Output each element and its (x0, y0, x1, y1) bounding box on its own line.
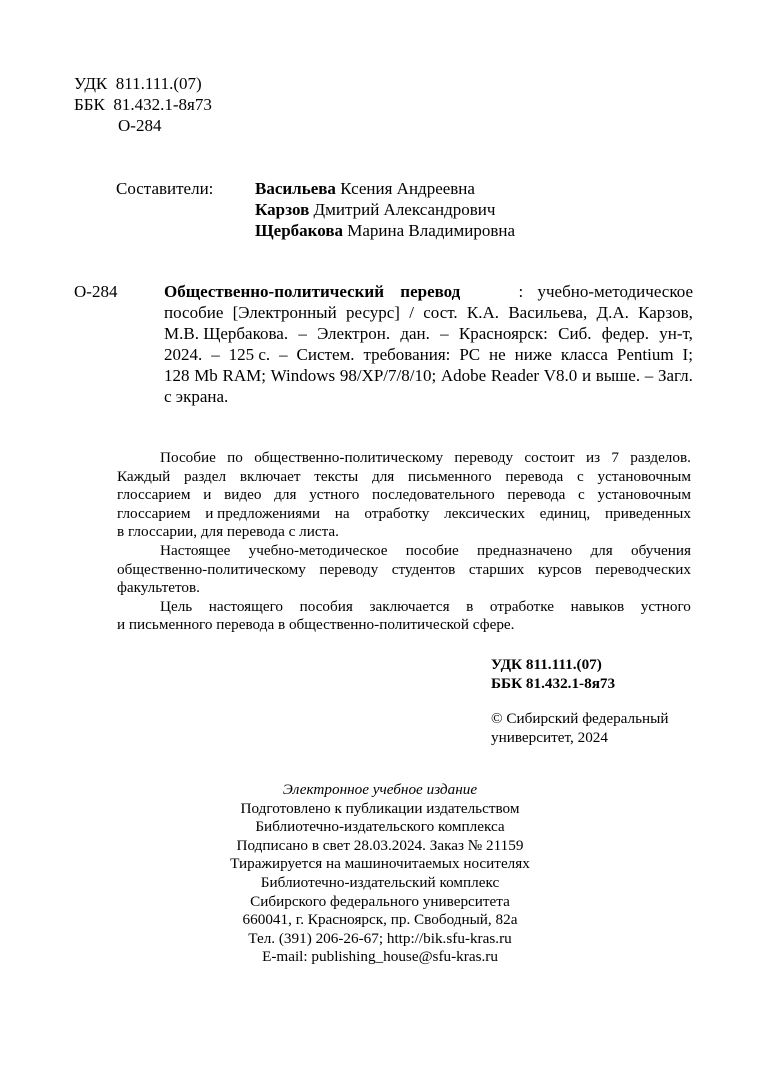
word: заключается (369, 597, 450, 615)
word: / (409, 303, 414, 322)
word: не (489, 345, 506, 364)
author-mark: О-284 (118, 116, 162, 135)
word: Д.А. (596, 303, 629, 322)
imprint (180, 781, 580, 967)
word: Pentium (616, 345, 674, 364)
word: 98/XP/7/8/10; (339, 366, 437, 385)
word: Загл. (657, 366, 693, 385)
word: из (585, 449, 601, 466)
word: навыков (570, 597, 625, 615)
word: перевода (507, 486, 566, 504)
word: глоссарием (117, 504, 191, 522)
word: [Электронный (232, 303, 337, 322)
word: Reader (490, 366, 540, 385)
word: последовательного (372, 486, 495, 504)
annotation-paragraph-3 (117, 598, 691, 617)
word: лексических (444, 504, 525, 522)
word: ниже (514, 345, 552, 364)
word: Электрон. (317, 324, 391, 343)
compiler-name: Ксения Андреевна (335, 179, 475, 198)
annotation-line (117, 505, 691, 524)
word: единиц, (539, 504, 591, 522)
word: глоссарием (117, 486, 191, 504)
biblio-line-2 (164, 302, 693, 323)
annotation-line (117, 449, 691, 468)
word: и (203, 486, 212, 504)
classification-codes (74, 73, 274, 136)
edition-type: Электронное учебное издание (282, 781, 478, 798)
word: Пособие (160, 449, 216, 466)
udk-code-bottom: УДК 811.111.(07) (491, 656, 602, 673)
word: приведенных (604, 504, 691, 522)
word: устного (309, 486, 360, 504)
word: Adobe (440, 366, 487, 385)
imprint-line: Подписано в свет 28.03.2024. Заказ № 21159 (236, 836, 524, 854)
word: Систем. (296, 345, 355, 364)
biblio-line-6: с экрана. (164, 387, 229, 406)
word: RAM; (222, 366, 266, 385)
imprint-line: Библиотечно-издательского комплекса (255, 818, 505, 836)
word: отработке (489, 597, 554, 615)
word: выше. (595, 366, 641, 385)
compilers-label: Составители: (116, 179, 214, 198)
word: Цель (160, 597, 193, 615)
imprint-line: Библиотечно-издательский комплекс (260, 873, 500, 891)
word: – (211, 345, 220, 364)
annotation-line (117, 542, 691, 561)
book-subtitle: : учебно-методическое (518, 282, 693, 301)
word: – (279, 345, 288, 364)
word: на (334, 504, 350, 522)
biblio-author-mark: О-284 (74, 282, 118, 301)
word: и (581, 366, 592, 385)
annotation-line (117, 598, 691, 617)
annotation-paragraph-1-last: в глоссарии, для перевода с листа. (117, 523, 339, 541)
compiler-2 (255, 199, 515, 220)
word: обучения (630, 541, 691, 559)
word: Каждый (117, 467, 171, 485)
bbk-code-bottom: ББК 81.432.1-8я73 (491, 674, 616, 692)
word: переводу (454, 449, 514, 466)
word: 7 (611, 449, 619, 466)
word: учебно-методическое (248, 541, 388, 559)
word: переводческих (595, 560, 691, 578)
annotation-paragraph-3-last: и письменного перевода в общественно-политической сфере. (117, 616, 515, 634)
annotation-paragraph-1 (117, 449, 691, 523)
bbk-code: ББК 81.432.1-8я73 (74, 95, 212, 114)
word: Васильева, (508, 303, 588, 322)
imprint-line: Подготовлено к публикации издательством (240, 799, 520, 817)
word: общественно-политическому (254, 449, 444, 466)
word: 125 с. (228, 345, 271, 364)
word: установочным (597, 467, 691, 485)
word: Mb (194, 366, 218, 385)
word: перевода (505, 467, 564, 485)
word: с (577, 467, 584, 485)
word: I; (682, 345, 693, 364)
annotation-paragraph-2-last: факультетов. (117, 579, 200, 597)
biblio-description (164, 281, 693, 407)
annotation-line (117, 486, 691, 505)
word: требования: (363, 345, 451, 364)
word: К.А. (466, 303, 500, 322)
word: Windows (270, 366, 336, 385)
word: установочным (597, 486, 691, 504)
compiler-surname: Васильева (255, 179, 336, 198)
word: М.В. Щербакова. (164, 324, 289, 343)
word: для (274, 486, 297, 504)
word: пособие (405, 541, 459, 559)
annotation-line (117, 468, 691, 487)
word: дан. (400, 324, 430, 343)
biblio-line-4 (164, 344, 693, 365)
word: переводу (319, 560, 379, 578)
word: с (578, 486, 585, 504)
biblio-line-1 (164, 281, 693, 302)
word: федер. (601, 324, 650, 343)
word: пособия (299, 597, 353, 615)
compiler-surname: Карзов (255, 200, 310, 219)
word: 128 (164, 366, 190, 385)
word: – (298, 324, 307, 343)
word: общественно-политическому (117, 560, 306, 578)
annotation-paragraph-2 (117, 542, 691, 579)
word: состоит (524, 449, 575, 466)
word: пособие (164, 303, 224, 322)
imprint-line: Тел. (391) 206-26-67; http://bik.sfu-kras.ru (248, 929, 512, 947)
word: по (227, 449, 243, 466)
compiler-1 (255, 178, 515, 199)
word: и предложениями (205, 504, 320, 522)
biblio-line-3 (164, 323, 693, 344)
word: устного (640, 597, 691, 615)
copyright-line-2: университет, 2024 (491, 728, 608, 746)
word: 2024. (164, 345, 203, 364)
compiler-3 (255, 220, 515, 241)
word: письменного (408, 467, 492, 485)
word: – (440, 324, 449, 343)
word: видео (224, 486, 262, 504)
annotation (117, 449, 691, 635)
word: Настоящее (160, 541, 231, 559)
word: Красноярск: (458, 324, 548, 343)
word: старших (468, 560, 525, 578)
biblio-line-5 (164, 365, 693, 386)
word: раздел (183, 467, 227, 485)
compiler-surname: Щербакова (255, 221, 343, 240)
word: для (590, 541, 613, 559)
word: для (371, 467, 395, 485)
word: курсов (537, 560, 582, 578)
imprint-line: 660041, г. Красноярск, пр. Свободный, 82а (242, 911, 518, 929)
word: сост. (423, 303, 458, 322)
udk-code: УДК 811.111.(07) (74, 74, 202, 93)
word: студентов (391, 560, 456, 578)
word: в (466, 597, 474, 615)
word: Карзов, (638, 303, 693, 322)
word: ресурс] (345, 303, 400, 322)
word: настоящего (208, 597, 284, 615)
compilers-list (255, 178, 515, 241)
word: разделов. (630, 449, 691, 466)
book-title: Общественно-политический перевод (164, 282, 461, 301)
compiler-name: Марина Владимировна (343, 221, 516, 240)
word: отработку (364, 504, 430, 522)
word: тексты (314, 467, 359, 485)
word: PC (459, 345, 481, 364)
annotation-line (117, 561, 691, 580)
classification-codes-bottom (491, 656, 711, 693)
word: Сиб. (558, 324, 592, 343)
compiler-name: Дмитрий Александрович (309, 200, 496, 219)
word: класса (560, 345, 608, 364)
imprint-line: E-mail: publishing_house@sfu-kras.ru (262, 948, 498, 966)
imprint-line: Сибирского федерального университета (250, 892, 510, 910)
word: ун-т, (659, 324, 693, 343)
word: – (644, 366, 654, 385)
word: предназначено (477, 541, 573, 559)
copyright-line-1: © Сибирский федеральный (491, 710, 669, 727)
word: включает (239, 467, 301, 485)
word: V8.0 (543, 366, 578, 385)
imprint-line: Тиражируется на машиночитаемых носителях (230, 855, 530, 873)
copyright-notice (491, 710, 711, 747)
